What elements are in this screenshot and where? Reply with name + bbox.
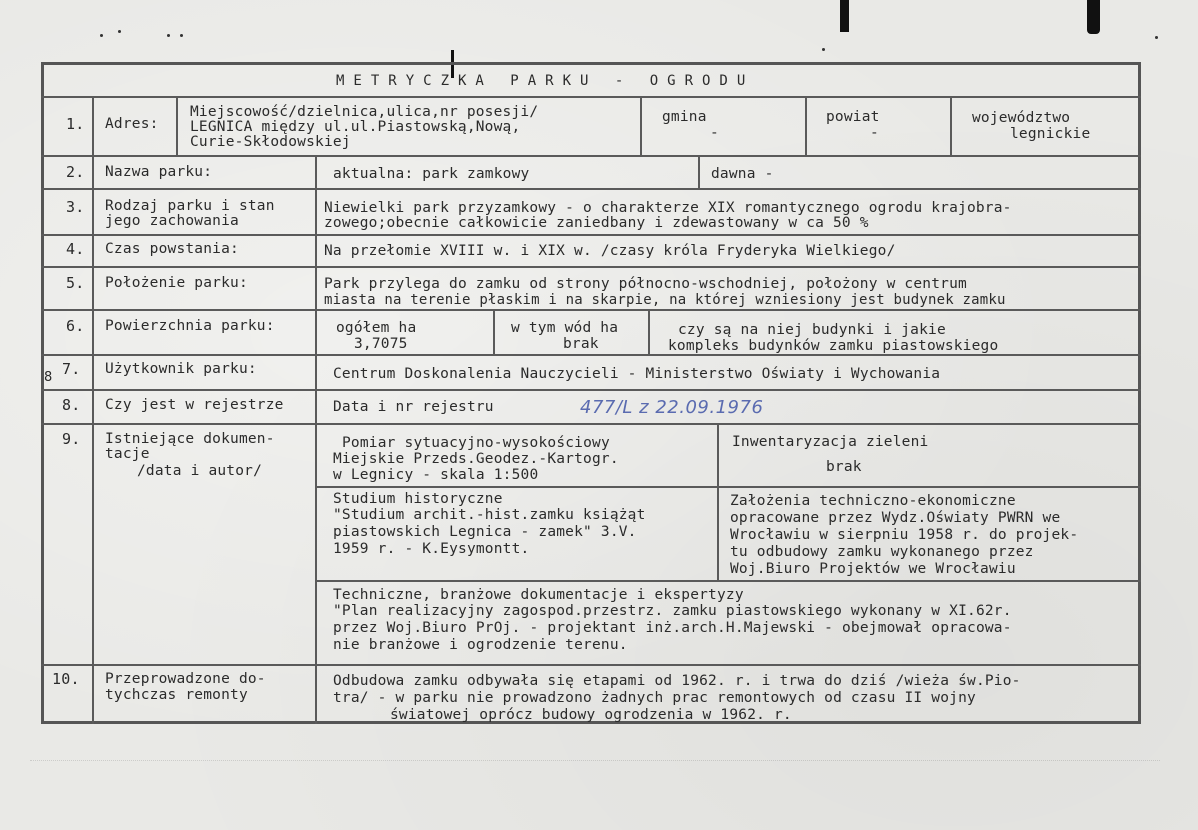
area-label: Powierzchnia parku:	[105, 318, 275, 334]
location-label: Położenie parku:	[105, 275, 248, 291]
location-text: Park przylega do zamku od strony północno-wschodniej, położony w centrum	[324, 276, 967, 292]
repairs-label: Przeprowadzone do-	[105, 671, 266, 687]
park-type-text: zowego;obecnie całkowicie zaniedbany i zdewastowany w ca 50 %	[324, 215, 869, 231]
park-name-label: Nazwa parku:	[105, 164, 213, 180]
technical-documentation-text: przez Woj.Biuro PrOj. - projektant inż.arch.H.Majewski - obejmował opracowa-	[333, 620, 1012, 636]
documentation-label: /data i autor/	[137, 463, 263, 479]
row-number: 8.	[62, 396, 81, 414]
row-number: 3.	[66, 198, 85, 216]
row-number: 5.	[66, 274, 85, 292]
scan-mark	[1087, 0, 1100, 34]
technical-assumptions-text: tu odbudowy zamku wykonanego przez	[730, 544, 1034, 560]
margin-mark: 8	[44, 370, 53, 385]
water-area-value: brak	[563, 336, 599, 352]
row-number: 10.	[52, 670, 80, 688]
technical-assumptions-text: Wrocławiu w sierpniu 1958 r. do projek-	[730, 527, 1079, 543]
address-line: LEGNICA między ul.ul.Piastowską,Nową,	[190, 119, 521, 135]
survey-text: Pomiar sytuacyjno-wysokościowy	[342, 435, 610, 451]
form-title: METRYCZKA PARKU - OGRODU	[336, 73, 755, 89]
register-text: Data i nr rejestru	[333, 399, 494, 415]
survey-text: Miejskie Przeds.Geodez.-Kartogr.	[333, 451, 619, 467]
water-area-label: w tym wód ha	[511, 320, 619, 336]
gmina-value: -	[710, 125, 719, 141]
repairs-text: Odbudowa zamku odbywała się etapami od 1962. r. i trwa do dziś /wieża św.Pio-	[333, 673, 1021, 689]
study-text: "Studium archit.-hist.zamku książąt	[333, 507, 646, 523]
creation-time-text: Na przełomie XVIII w. i XIX w. /czasy króla Fryderyka Wielkiego/	[324, 243, 896, 259]
address-line: Curie-Skłodowskiej	[190, 134, 351, 150]
documentation-label: tacje	[105, 446, 150, 462]
row-number: 1.	[66, 115, 85, 133]
user-label: Użytkownik parku:	[105, 361, 257, 377]
creation-time-label: Czas powstania:	[105, 241, 239, 257]
row-number: 9.	[62, 430, 81, 448]
study-text: Studium historyczne	[333, 491, 503, 507]
address-line: Miejscowość/dzielnica,ulica,nr posesji/	[190, 104, 539, 120]
address-label: Adres:	[105, 116, 159, 132]
documentation-label: Istniejące dokumen-	[105, 431, 275, 447]
row-number: 6.	[66, 317, 85, 335]
scan-mark	[840, 0, 849, 32]
buildings-value: kompleks budynków zamku piastowskiego	[668, 338, 999, 354]
register-label: Czy jest w rejestrze	[105, 397, 284, 413]
gmina-label: gmina	[662, 109, 707, 125]
register-handwritten-entry: 477/L z 22.09.1976	[580, 397, 764, 418]
buildings-label: czy są na niej budynki i jakie	[678, 322, 946, 338]
study-text: 1959 r. - K.Eysymontt.	[333, 541, 530, 557]
park-name-current: aktualna: park zamkowy	[333, 166, 530, 182]
row-number: 7.	[62, 360, 81, 378]
row-number: 4.	[66, 240, 85, 258]
inventory-value: brak	[826, 459, 862, 475]
inventory-text: Inwentaryzacja zieleni	[732, 434, 929, 450]
repairs-text: światowej oprócz budowy ogrodzenia w 1962. r.	[390, 707, 792, 723]
technical-assumptions-text: opracowane przez Wydz.Oświaty PWRN we	[730, 510, 1061, 526]
user-text: Centrum Doskonalenia Nauczycieli - Ministerstwo Oświaty i Wychowania	[333, 366, 941, 382]
technical-assumptions-text: Woj.Biuro Projektów we Wrocławiu	[730, 561, 1016, 577]
park-name-former: dawna -	[711, 166, 774, 182]
powiat-label: powiat	[826, 109, 880, 125]
technical-documentation-text: "Plan realizacyjny zagospod.przestrz. zamku piastowskiego wykonany w XI.62r.	[333, 603, 1012, 619]
row-number: 2.	[66, 163, 85, 181]
technical-assumptions-text: Założenia techniczno-ekonomiczne	[730, 493, 1016, 509]
park-type-label: Rodzaj parku i stan	[105, 198, 275, 214]
voivodeship-label: województwo	[972, 110, 1071, 126]
technical-documentation-text: Techniczne, branżowe dokumentacje i ekspertyzy	[333, 587, 744, 603]
powiat-value: -	[870, 125, 879, 141]
location-text: miasta na terenie płaskim i na skarpie, na której wzniesiony jest budynek zamku	[324, 292, 1006, 308]
technical-documentation-text: nie branżowe i ogrodzenie terenu.	[333, 637, 628, 653]
voivodeship-value: legnickie	[1010, 126, 1091, 142]
repairs-text: tra/ - w parku nie prowadzono żadnych prac remontowych od czasu II wojny	[333, 690, 976, 706]
park-type-label: jego zachowania	[105, 213, 239, 229]
area-total-label: ogółem ha	[336, 320, 417, 336]
study-text: piastowskich Legnica - zamek" 3.V.	[333, 524, 637, 540]
repairs-label: tychczas remonty	[105, 687, 248, 703]
park-type-text: Niewielki park przyzamkowy - o charakterze XIX romantycznego ogrodu krajobra-	[324, 200, 1012, 216]
area-total-value: 3,7075	[354, 336, 408, 352]
survey-text: w Legnicy - skala 1:500	[333, 467, 539, 483]
